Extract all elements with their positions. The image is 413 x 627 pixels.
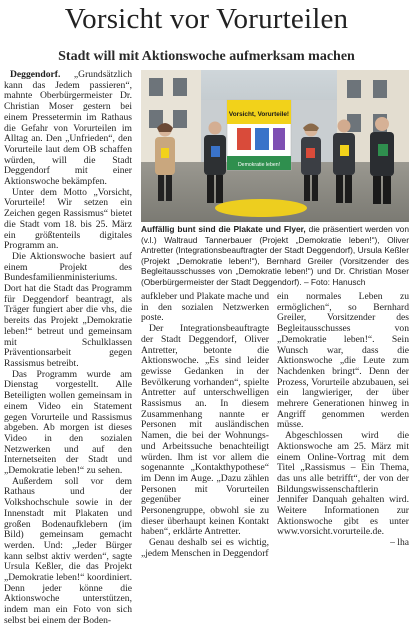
author-initials: – lha — [390, 537, 409, 549]
article-column-2 — [141, 291, 269, 559]
paragraph: Unter dem Motto „Vorsicht, Vorurteile! Wir setzen ein Zeichen gegen Rassismus“ bietet die Stadt vom 18. bis 25. März ein größtenteils digitales Programm an. — [4, 186, 132, 252]
paragraph: ein normales Leben zu ermöglichen“, so Bernhard Greiler, Vorsitzender des Begleitausschusses von „Demokratie leben!“. Sein Wunsch war, dass die Aktionswoche „die Leute zum Nachdenken bringt“. Denn der Prozess, Vorurteile abzubauen, sei ein langwieriger, der über mehrere Generationen hinweg in Angriff genommen werden müsse. — [277, 291, 409, 431]
caption-lead: Auffällig bunt sind die Plakate und Flyer, — [141, 224, 306, 234]
paragraph: Die Aktionswoche basiert auf einem Projekt des Bundesfamilienministeriums. Dort hat die Stadt das Programm für Deggendorf beantragt, als Träger fungiert aber die vhs, die bereits das Projekt „Demokratie leben!“ betreut und gemeinsam mit Schulklassen Präventionsarbeit gegen Rassismus betreibt. — [4, 250, 132, 369]
article-column-1 — [4, 69, 132, 626]
banner-subtext: Demokratie leben! — [237, 162, 281, 168]
paragraph: Der Integrationsbeauftragte der Stadt Deggendorf, Oliver Antretter, betonte die Aktionswoche. „Es sind leider gewisse Gedanken in der Bevölkerung vorhanden“, spielte Antretter auf unterschwelligen Rassismus an. In diesem Zusammenhang nannte er Personen mit ausländischen Namen, die bei der Wohnungs- und Arbeitssuche benachteiligt würden. Ihm ist vor allem die sogenannte „Kontakthypothese“ im Denn im Auge. „Dazu zählen Personen mit Vorurteilen gegenüber einer Personengruppe, obwohl sie zu dieser überhaupt keinen Kontakt haben“, erklärte Antretter. — [141, 323, 269, 538]
article-photo — [141, 70, 409, 222]
paragraph: Abgeschlossen wird die Aktionswoche am 25. März mit einem Online-Vortrag mit dem Titel „Rassismus – Ein Thema, das uns alle betrifft“, der von der Bildungswissenschaftlerin Jennifer Danquah gehalten wird. Weitere Informationen zur Aktionswoche gibt es unter www.vorsicht.vorurteile.de. — [277, 430, 409, 538]
caption-body: die präsentiert werden von (v.l.) Waltraud Tannerbauer (Projekt „Demokratie leben!“), Oliver Antretter (Integrationsbeauftragter der Stadt Deggendorf), Ursula Keßler (Projekt „Demokratie leben!“), Bernhard Greiler (Vorsitzender des Begleitausschusses von „Demokratie leben!“) und Dr. Christian Moser (Oberbürgermeister der Stadt Deggendorf). — [141, 224, 409, 287]
article-column-3 — [277, 291, 409, 549]
article-headline: Vorsicht vor Vorurteilen — [64, 3, 349, 35]
article-subheadline: Stadt will mit Aktionswoche aufmerksam machen — [58, 49, 355, 64]
paragraph: Das Programm wurde am Dienstag vorgestellt. Alle Beteiligten wollen gemeinsam in einem Video ein Statement gegen Vorurteile und Rassismus abgeben. Ab morgen ist dieses Video in den sozialen Netzwerken und auf den Internetseiten der Stadt und „Demokratie leben!“ zu sehen. — [4, 368, 132, 477]
paragraph: Außerdem soll vor dem Rathaus und der Volkshochschule sowie in der Innenstadt mit Plakaten und großen Bodenaufklebern (im Bild) gemeinsam gemacht werden. Und: „Jeder Bürger kann selbst aktiv werden“, sagte Ursula Keßler, die das Projekt „Demokratie leben!“ koordiniert. Denn jeder könne die Aktionswoche unterstützen, indem man ein Foto von sich selbst bei einem der Boden- — [4, 475, 132, 626]
paragraph-text: „Grundsätzlich kann das Jedem passieren“, mahnte Oberbürgermeister Dr. Christian Moser gestern bei einem Pressetermin im Rathaus die Gefahr von Vorurteilen im Alltag an. Den „Unfrieden“, den Vorurteile laut dem OB schaffen würden, will die Stadt Deggendorf mit einer Aktionswoche bekämpfen. — [4, 69, 132, 188]
photo-credit: – Foto: Hanusch — [303, 276, 366, 287]
banner-text: Vorsicht, Vorurteile! — [228, 111, 290, 118]
paragraph: Genau deshalb sei es wichtig, „jedem Menschen in Deggendorf — [141, 537, 269, 559]
paragraph — [4, 70, 132, 188]
dateline: Deggendorf. — [10, 69, 61, 80]
paragraph: aufkleber und Plakate mache und in den sozialen Netzwerken poste. — [141, 291, 269, 324]
photo-caption — [141, 224, 409, 288]
photo-scene — [141, 70, 409, 222]
